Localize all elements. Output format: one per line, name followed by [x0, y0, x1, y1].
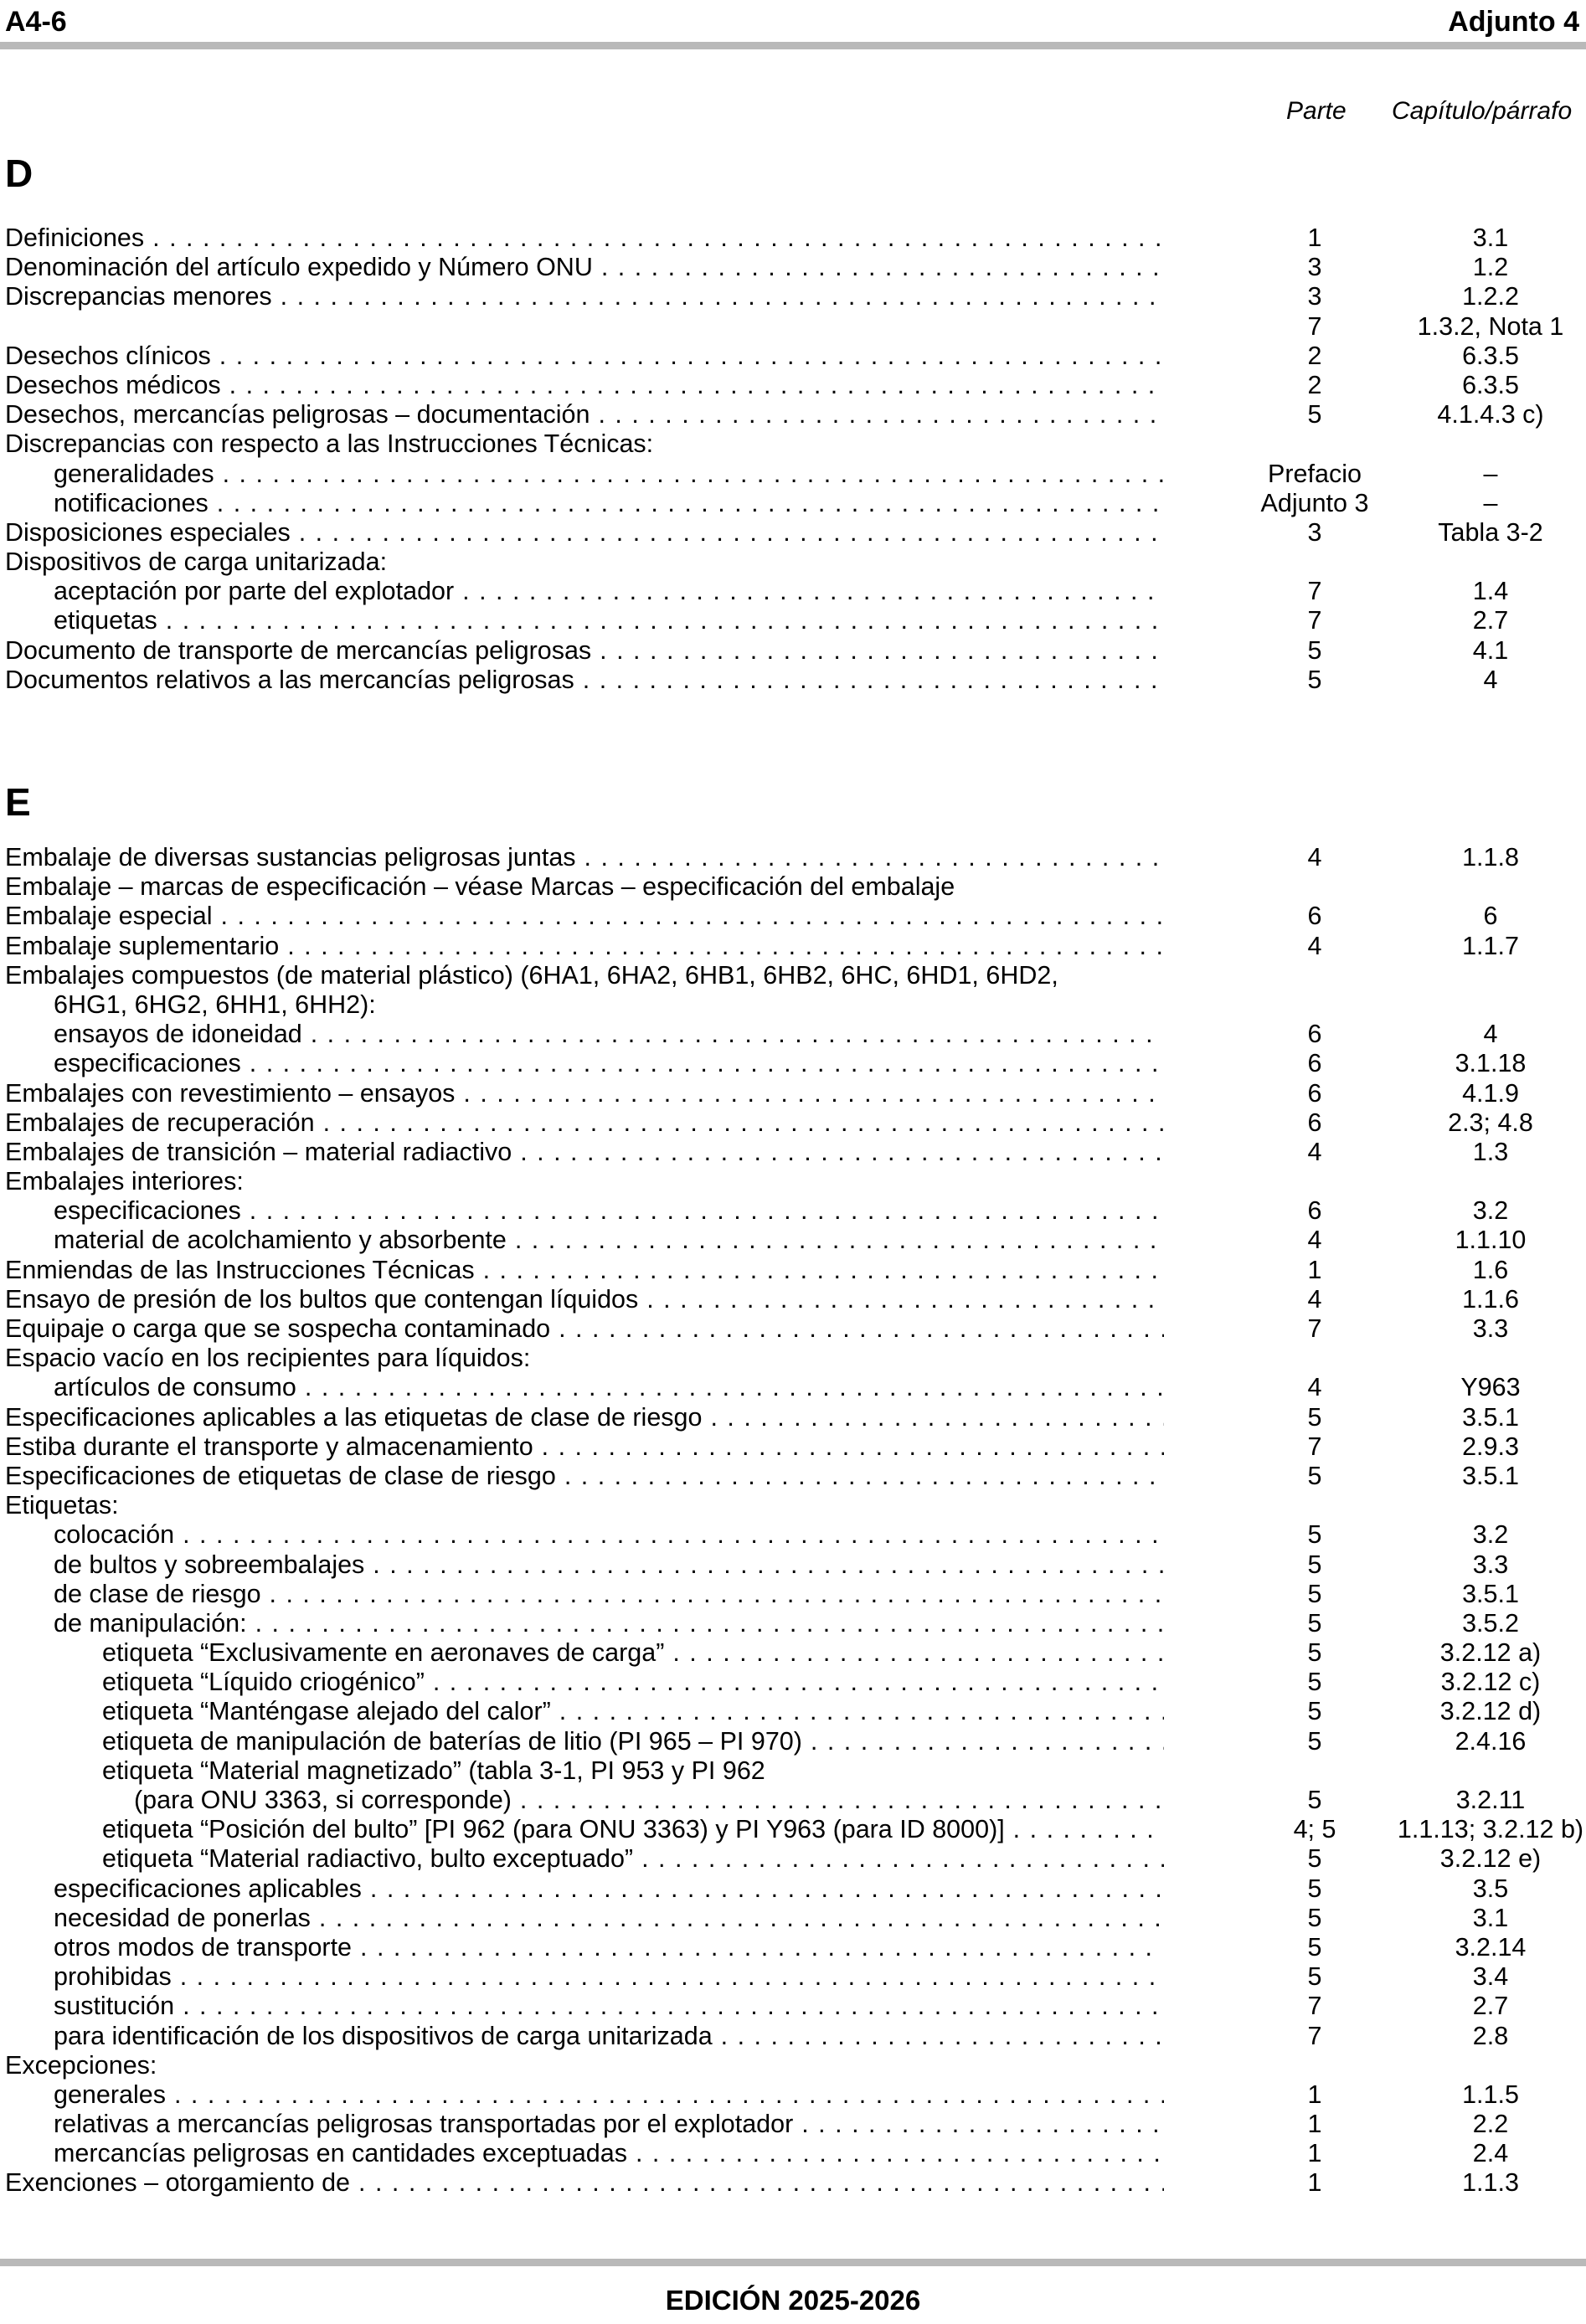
entry-term: Etiquetas:: [5, 1491, 119, 1520]
index-entry: [0, 1108, 1586, 1138]
entry-term: artículos de consumo . . .: [54, 1373, 1164, 1402]
index-entry: [0, 1403, 1586, 1432]
entry-part: 7: [1307, 606, 1322, 635]
entry-chapter: –: [1483, 488, 1498, 517]
entry-term: Documento de transporte de mercancías peligrosas . . .: [5, 636, 1164, 666]
index-entry: [0, 666, 1586, 695]
index-entry: [0, 1138, 1586, 1167]
index-entry: [0, 1904, 1586, 1933]
index-entry: [0, 1285, 1586, 1314]
entry-part: 5: [1307, 1844, 1322, 1874]
entry-part: 1: [1307, 1255, 1322, 1284]
index-entry: [0, 400, 1586, 429]
entry-term: ensayos de idoneidad . . .: [54, 1020, 1164, 1049]
entry-chapter: 3.5: [1472, 1874, 1509, 1903]
entry-part: 5: [1307, 1520, 1322, 1550]
entry-term: especificaciones . . .: [54, 1196, 1164, 1226]
entry-chapter: 1.1.8: [1462, 843, 1519, 872]
entry-term: Ensayo de presión de los bultos que contengan líquidos . . .: [5, 1285, 1164, 1314]
entry-term: Exenciones – otorgamiento de . . .: [5, 2168, 1164, 2198]
entry-part: 5: [1307, 1962, 1322, 1992]
entry-part: 4: [1307, 1284, 1322, 1314]
index-entry: [0, 1992, 1586, 2021]
entry-chapter: Y963: [1460, 1373, 1521, 1402]
entry-term: Enmiendas de las Instrucciones Técnicas . . .: [5, 1256, 1164, 1285]
entry-part: 5: [1307, 1461, 1322, 1490]
edition-footer: EDICIÓN 2025-2026: [665, 2285, 921, 2316]
entry-term: material de acolchamiento y absorbente . . .: [54, 1226, 1164, 1255]
entry-chapter: 3.2.12 c): [1440, 1668, 1541, 1697]
index-entry: [0, 1668, 1586, 1697]
entry-part: 1: [1307, 2168, 1322, 2198]
entry-part: 1: [1307, 2139, 1322, 2168]
index-entry: [0, 1520, 1586, 1550]
entry-term: etiqueta “Líquido criogénico” . . .: [102, 1668, 1164, 1697]
entry-part: 5: [1307, 665, 1322, 694]
entry-term: Desechos médicos . . .: [5, 371, 1164, 400]
entry-part: 6: [1307, 1020, 1322, 1049]
entry-chapter: 2.4: [1472, 2139, 1509, 2168]
attachment-label: Adjunto 4: [1448, 6, 1579, 38]
index-entry: [0, 636, 1586, 666]
header-rule: [0, 42, 1586, 49]
entry-part: 2: [1307, 370, 1322, 399]
entry-part: 1: [1307, 224, 1322, 252]
entry-chapter: 4: [1483, 665, 1498, 694]
entry-part: 5: [1307, 1726, 1322, 1756]
index-entry: [0, 1962, 1586, 1992]
entry-term: relativas a mercancías peligrosas transportadas por el explotador . . .: [54, 2110, 1164, 2139]
index-entry: [0, 1756, 1586, 1786]
entry-part: 7: [1307, 2021, 1322, 2050]
entry-term: Embalajes de transición – material radiactivo . . .: [5, 1138, 1164, 1167]
entry-chapter: 1.1.13; 3.2.12 b): [1397, 1815, 1584, 1844]
index-entry: [0, 1462, 1586, 1491]
entry-term: necesidad de ponerlas . . .: [54, 1904, 1164, 1933]
entry-part: 4: [1307, 1226, 1322, 1255]
index-entry: [0, 1933, 1586, 1962]
index-entry: [0, 489, 1586, 518]
entry-term: Dispositivos de carga unitarizada:: [5, 548, 388, 577]
entry-part: 5: [1307, 1638, 1322, 1668]
entry-term: Embalajes interiores:: [5, 1167, 244, 1196]
entry-part: 7: [1307, 1314, 1322, 1343]
entry-part: 3: [1307, 282, 1322, 311]
entry-part: 3: [1307, 517, 1322, 547]
index-entry: [0, 606, 1586, 635]
entry-chapter: 1.1.3: [1462, 2168, 1519, 2198]
index-entry: [0, 2022, 1586, 2051]
index-entry: [0, 2168, 1586, 2198]
index-entry: [0, 224, 1586, 253]
index-entry: [0, 961, 1586, 990]
entry-term: Estiba durante el transporte y almacenamiento . . .: [5, 1432, 1164, 1462]
index-entry: [0, 2110, 1586, 2139]
entry-term: aceptación por parte del explotador . . .: [54, 577, 1164, 606]
entry-term: especificaciones aplicables . . .: [54, 1874, 1164, 1904]
entry-part: 4; 5: [1293, 1815, 1336, 1844]
index-entry: [0, 371, 1586, 400]
entry-term: notificaciones . . .: [54, 489, 1164, 518]
entry-term: etiqueta “Posición del bulto” [PI 962 (para ONU 3363) y PI Y963 (para ID 8000)] . . .: [102, 1815, 1164, 1844]
entry-term: Definiciones . . .: [5, 224, 1164, 253]
entry-chapter: 1.2: [1472, 253, 1509, 282]
index-entry: [0, 1727, 1586, 1756]
entry-chapter: 3.3: [1472, 1550, 1509, 1579]
entry-term: etiquetas . . .: [54, 606, 1164, 635]
index-entry: [0, 577, 1586, 606]
entry-term: 6HG1, 6HG2, 6HH1, 6HH2):: [54, 990, 376, 1019]
entry-part: 5: [1307, 1786, 1322, 1814]
index-entry: [0, 1167, 1586, 1196]
entry-part: 4: [1307, 1137, 1322, 1166]
entry-chapter: 1.4: [1472, 577, 1509, 606]
entry-chapter: 2.2: [1472, 2110, 1509, 2139]
section-letter-d: D: [5, 152, 33, 195]
index-entry: [0, 1815, 1586, 1844]
entry-term: Documentos relativos a las mercancías peligrosas . . .: [5, 666, 1164, 695]
entry-term: Desechos clínicos . . .: [5, 342, 1164, 371]
entry-term: Embalaje especial . . .: [5, 902, 1164, 931]
entry-part: Prefacio: [1268, 459, 1362, 488]
entry-term: etiqueta “Material radiactivo, bulto exceptuado” . . .: [102, 1844, 1164, 1874]
index-entry: [0, 932, 1586, 961]
section-letter-e: E: [5, 780, 31, 824]
index-entry: [0, 342, 1586, 371]
entry-part: 5: [1307, 1402, 1322, 1432]
entry-chapter: 6.3.5: [1462, 370, 1519, 399]
entry-chapter: 1.1.7: [1462, 931, 1519, 960]
entry-part: 5: [1307, 1697, 1322, 1726]
index-entry: [0, 1373, 1586, 1402]
entry-chapter: 3.1: [1472, 224, 1509, 252]
index-entry: [0, 1344, 1586, 1373]
index-entry: [0, 843, 1586, 872]
entry-chapter: 1.1.6: [1462, 1284, 1519, 1314]
entry-part: 4: [1307, 843, 1322, 872]
index-entry: [0, 2139, 1586, 2168]
entry-chapter: 3.1: [1472, 1903, 1509, 1932]
entry-part: 3: [1307, 253, 1322, 282]
entry-term: Embalaje suplementario . . .: [5, 932, 1164, 961]
entry-chapter: 2.7: [1472, 1992, 1509, 2021]
entry-term: Embalajes compuestos (de material plástico) (6HA1, 6HA2, 6HB1, 6HB2, 6HC, 6HD1, 6HD2,: [5, 960, 1058, 990]
entry-chapter: 2.3; 4.8: [1448, 1108, 1533, 1137]
entry-part: 6: [1307, 1108, 1322, 1137]
entry-term: Embalajes con revestimiento – ensayos . . .: [5, 1079, 1164, 1108]
entry-term: etiqueta de manipulación de baterías de litio (PI 965 – PI 970) . . .: [102, 1727, 1164, 1756]
entry-chapter: 1.6: [1472, 1255, 1509, 1284]
entry-chapter: 1.3: [1472, 1137, 1509, 1166]
entry-part: 1: [1307, 2080, 1322, 2109]
entry-term: de clase de riesgo . . .: [54, 1580, 1164, 1609]
entry-term: Disposiciones especiales . . .: [5, 518, 1164, 548]
entry-part: Adjunto 3: [1260, 488, 1369, 517]
entry-term: de manipulación: . . .: [54, 1609, 1164, 1638]
entry-part: 2: [1307, 341, 1322, 370]
entry-term: Discrepancias menores . . .: [5, 282, 1164, 311]
column-header-part: Parte: [1286, 97, 1347, 125]
entry-term: etiqueta “Manténgase alejado del calor” . . .: [102, 1697, 1164, 1726]
entry-chapter: 3.1.18: [1455, 1049, 1527, 1078]
entry-term: prohibidas . . .: [54, 1962, 1164, 1992]
entry-part: 7: [1307, 1992, 1322, 2021]
entry-part: 6: [1307, 902, 1322, 931]
entry-term: etiqueta “Material magnetizado” (tabla 3-1, PI 953 y PI 962: [102, 1756, 765, 1785]
entry-part: 5: [1307, 1668, 1322, 1697]
entry-chapter: Tabla 3-2: [1438, 517, 1543, 547]
entry-chapter: 1.1.10: [1455, 1226, 1527, 1255]
entry-chapter: 3.2: [1472, 1196, 1509, 1226]
index-entry: [0, 518, 1586, 548]
index-entry: [0, 902, 1586, 931]
entry-part: 4: [1307, 1373, 1322, 1402]
entry-term: sustitución . . .: [54, 1992, 1164, 2021]
entry-term: Equipaje o carga que se sospecha contaminado . . .: [5, 1314, 1164, 1344]
index-entry: [0, 1874, 1586, 1904]
entry-chapter: 3.4: [1472, 1962, 1509, 1992]
entry-term: Discrepancias con respecto a las Instrucciones Técnicas:: [5, 429, 654, 459]
entry-part: 4: [1307, 931, 1322, 960]
entry-part: 5: [1307, 1579, 1322, 1608]
entry-chapter: 1.1.5: [1462, 2080, 1519, 2109]
index-entry: [0, 1226, 1586, 1255]
entry-term: Excepciones:: [5, 2050, 157, 2080]
entry-part: 1: [1307, 2110, 1322, 2139]
entry-term: Especificaciones de etiquetas de clase de riesgo . . .: [5, 1462, 1164, 1491]
index-entry: [0, 1491, 1586, 1520]
index-entry: [0, 312, 1586, 342]
index-entry: [0, 548, 1586, 577]
entry-term: otros modos de transporte . . .: [54, 1933, 1164, 1962]
entry-part: 7: [1307, 577, 1322, 606]
entry-chapter: 4.1.4.3 c): [1437, 400, 1544, 429]
entry-part: 5: [1307, 1550, 1322, 1579]
entry-part: 5: [1307, 400, 1322, 429]
entry-chapter: 1.3.2, Nota 1: [1417, 311, 1564, 341]
entry-chapter: 6.3.5: [1462, 341, 1519, 370]
index-entry: [0, 2080, 1586, 2110]
entry-term: (para ONU 3363, si corresponde) . . .: [134, 1786, 1164, 1815]
entry-part: 7: [1307, 311, 1322, 341]
footer-rule: [0, 2259, 1586, 2266]
entry-term: generalidades . . .: [54, 460, 1164, 489]
index-entry: [0, 1020, 1586, 1049]
entry-chapter: 3.2.12 a): [1439, 1638, 1542, 1668]
entry-part: 5: [1307, 1903, 1322, 1932]
index-entry: [0, 1697, 1586, 1726]
entry-chapter: 2.9.3: [1462, 1432, 1519, 1461]
index-entry: [0, 1079, 1586, 1108]
index-section-d: [0, 224, 1586, 695]
index-entry: [0, 1609, 1586, 1638]
entry-chapter: 3.2.11: [1455, 1786, 1526, 1814]
entry-chapter: 3.2.12 d): [1439, 1697, 1542, 1726]
index-entry: [0, 460, 1586, 489]
entry-term: Espacio vacío en los recipientes para líquidos:: [5, 1344, 531, 1373]
entry-term: generales . . .: [54, 2080, 1164, 2110]
entry-chapter: 4.1: [1472, 635, 1509, 665]
entry-term: Embalajes de recuperación . . .: [5, 1108, 1164, 1138]
entry-chapter: 1.2.2: [1462, 282, 1519, 311]
entry-part: 6: [1307, 1196, 1322, 1226]
index-entry: [0, 429, 1586, 459]
entry-chapter: 3.2.14: [1455, 1932, 1527, 1962]
entry-term: especificaciones . . .: [54, 1049, 1164, 1078]
entry-chapter: 2.8: [1472, 2021, 1509, 2050]
entry-chapter: 3.3: [1472, 1314, 1509, 1343]
index-section-e: [0, 843, 1586, 2198]
entry-term: colocación . . .: [54, 1520, 1164, 1550]
entry-part: 5: [1307, 1608, 1322, 1638]
entry-part: 5: [1307, 1874, 1322, 1903]
entry-part: 6: [1307, 1049, 1322, 1078]
entry-chapter: 4: [1483, 1020, 1498, 1049]
entry-chapter: 6: [1483, 902, 1498, 931]
index-entry: [0, 1786, 1586, 1815]
index-entry: [0, 1196, 1586, 1226]
entry-chapter: 3.2: [1472, 1520, 1509, 1550]
entry-part: 6: [1307, 1078, 1322, 1108]
entry-term: Denominación del artículo expedido y Número ONU . . .: [5, 253, 1164, 282]
entry-chapter: 3.2.12 e): [1439, 1844, 1542, 1874]
entry-term: Embalaje – marcas de especificación – véase Marcas – especificación del embalaje: [5, 872, 955, 902]
entry-part: 5: [1307, 1932, 1322, 1962]
page-reference: A4-6: [5, 6, 67, 38]
entry-chapter: 3.5.1: [1462, 1461, 1519, 1490]
entry-term: para identificación de los dispositivos de carga unitarizada . . .: [54, 2022, 1164, 2051]
entry-chapter: 2.4.16: [1455, 1726, 1527, 1756]
entry-term: mercancías peligrosas en cantidades exceptuadas . . .: [54, 2139, 1164, 2168]
entry-chapter: 4.1.9: [1462, 1078, 1519, 1108]
index-entry: [0, 1550, 1586, 1580]
entry-term: de bultos y sobreembalajes . . .: [54, 1550, 1164, 1580]
entry-chapter: 3.5.1: [1462, 1579, 1519, 1608]
entry-term: etiqueta “Exclusivamente en aeronaves de carga” . . .: [102, 1638, 1164, 1668]
index-entry: [0, 1580, 1586, 1609]
index-entry: [0, 872, 1586, 902]
index-entry: [0, 1638, 1586, 1668]
entry-term: Embalaje de diversas sustancias peligrosas juntas . . .: [5, 843, 1164, 872]
entry-chapter: 3.5.1: [1462, 1402, 1519, 1432]
entry-chapter: –: [1483, 459, 1498, 488]
column-header-chapter: Capítulo/párrafo: [1392, 97, 1573, 125]
entry-term: Especificaciones aplicables a las etiquetas de clase de riesgo . . .: [5, 1403, 1164, 1432]
index-entry: [0, 2051, 1586, 2080]
index-entry: [0, 1432, 1586, 1462]
entry-part: 5: [1307, 635, 1322, 665]
index-entry: [0, 253, 1586, 282]
index-entry: [0, 990, 1586, 1020]
index-entry: [0, 1314, 1586, 1344]
entry-part: 7: [1307, 1432, 1322, 1461]
index-entry: [0, 1049, 1586, 1078]
entry-chapter: 3.5.2: [1462, 1608, 1519, 1638]
entry-chapter: 2.7: [1472, 606, 1509, 635]
index-entry: [0, 1256, 1586, 1285]
index-entry: [0, 1844, 1586, 1874]
index-entry: [0, 282, 1586, 311]
entry-term: Desechos, mercancías peligrosas – documentación . . .: [5, 400, 1164, 429]
